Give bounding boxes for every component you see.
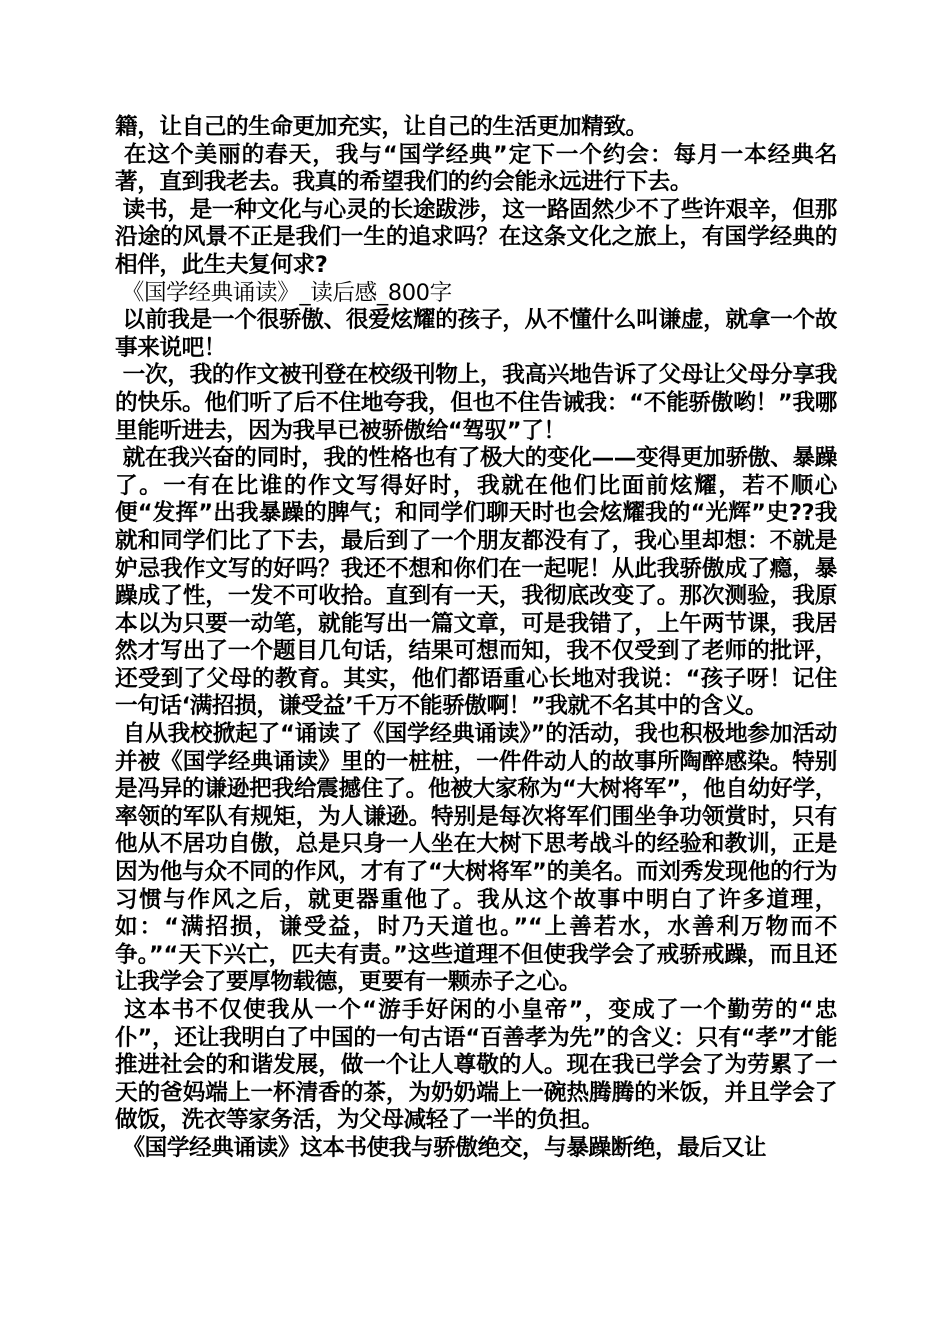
paragraph-4: 以前我是一个很骄傲、很爱炫耀的孩子，从不懂什么叫谦虚，就拿一个故事来说吧！ — [115, 307, 838, 361]
paragraph-1: 籍，让自己的生命更加充实，让自己的生活更加精致。 — [115, 114, 648, 140]
paragraph-8: 这本书不仅使我从一个“游手好闲的小皇帝”，变成了一个勤劳的“忠仆”，还让我明白了中国的一句古语“百善孝为先”的含义：只有“孝”才能推进社会的和谐发展，做一个让人尊敬的人。现在我已学会了为劳累了一天的爸妈端上一杯清香的茶，为奶奶端上一碗热腾腾的米饭，并且学会了做饭，洗衣等家务活，为父母减轻了一半的负担。 — [115, 997, 837, 1134]
paragraph-9: 《国学经典诵读》这本书使我与骄傲绝交，与暴躁断绝，最后又让 — [115, 1134, 767, 1161]
essay-title: 《国学经典诵读》_读后感_800字 — [115, 279, 452, 306]
paragraph-5: 一次，我的作文被刊登在校级刊物上，我高兴地告诉了父母让父母分享我的快乐。他们听了后不住地夸我，但也不住告诫我：“不能骄傲哟！”我哪里能听进去，因为我早已被骄傲给“驾驭”了！ — [115, 362, 838, 444]
paragraph-2: 在这个美丽的春天，我与“国学经典”定下一个约会：每月一本经典名著，直到我老去。我真的希望我们的约会能永远进行下去。 — [115, 141, 837, 196]
paragraph-7: 自从我校掀起了“诵读了《国学经典诵读》”的活动，我也积极地参加活动并被《国学经典诵读》里的一桩桩，一件件动人的故事所陶醉感染。特别是冯异的谦逊把我给震撼住了。他被大家称为“大树将军”，他自幼好学，率领的军队有规矩，为人谦逊。特别是每次将军们围坐争功领赏时，只有他从不居功自傲，总是只身一人坐在大树下思考战斗的经验和教训，正是因为他与众不同的作风，才有了“大树将军”的美名。而刘秀发现他的行为习惯与作风之后，就更器重他了。我从这个故事中明白了许多道理，如：“满招损，谦受益，时乃天道也。”“上善若水，水善利万物而不争。”“天下兴亡，匹夫有责。”这些道理不但使我学会了戒骄戒躁，而且还让我学会了要厚物载德，更要有一颗赤子之心。 — [115, 721, 838, 996]
document-body — [115, 114, 837, 1163]
paragraph-6: 就在我兴奋的同时，我的性格也有了极大的变化——变得更加骄傲、暴躁了。一有在比谁的作文写得好时，我就在他们比面前炫耀，若不顺心便“发挥”出我暴躁的脾气；和同学们聊天时也会炫耀我的“光辉”史??我就和同学们比了下去，最后到了一个朋友都没有了，我心里却想：不就是妒忌我作文写的好吗？我还不想和你们在一起呢！从此我骄傲成了瘾，暴躁成了性，一发不可收拾。直到有一天，我彻底改变了。那次测验，我原本以为只要一动笔，就能写出一篇文章，可是我错了，上午两节课，我居然才写出了一个题目几句话，结果可想而知，我不仅受到了老师的批评，还受到了父母的教育。其实，他们都语重心长地对我说：“孩子呀！记住一句话‘满招损，谦受益’千万不能骄傲啊！”我就不名其中的含义。 — [115, 445, 837, 720]
paragraph-3: 读书，是一种文化与心灵的长途跋涉，这一路固然少不了些许艰辛，但那沿途的风景不正是我们一生的追求吗？在这条文化之旅上，有国学经典的相伴，此生夫复何求? — [115, 196, 838, 278]
